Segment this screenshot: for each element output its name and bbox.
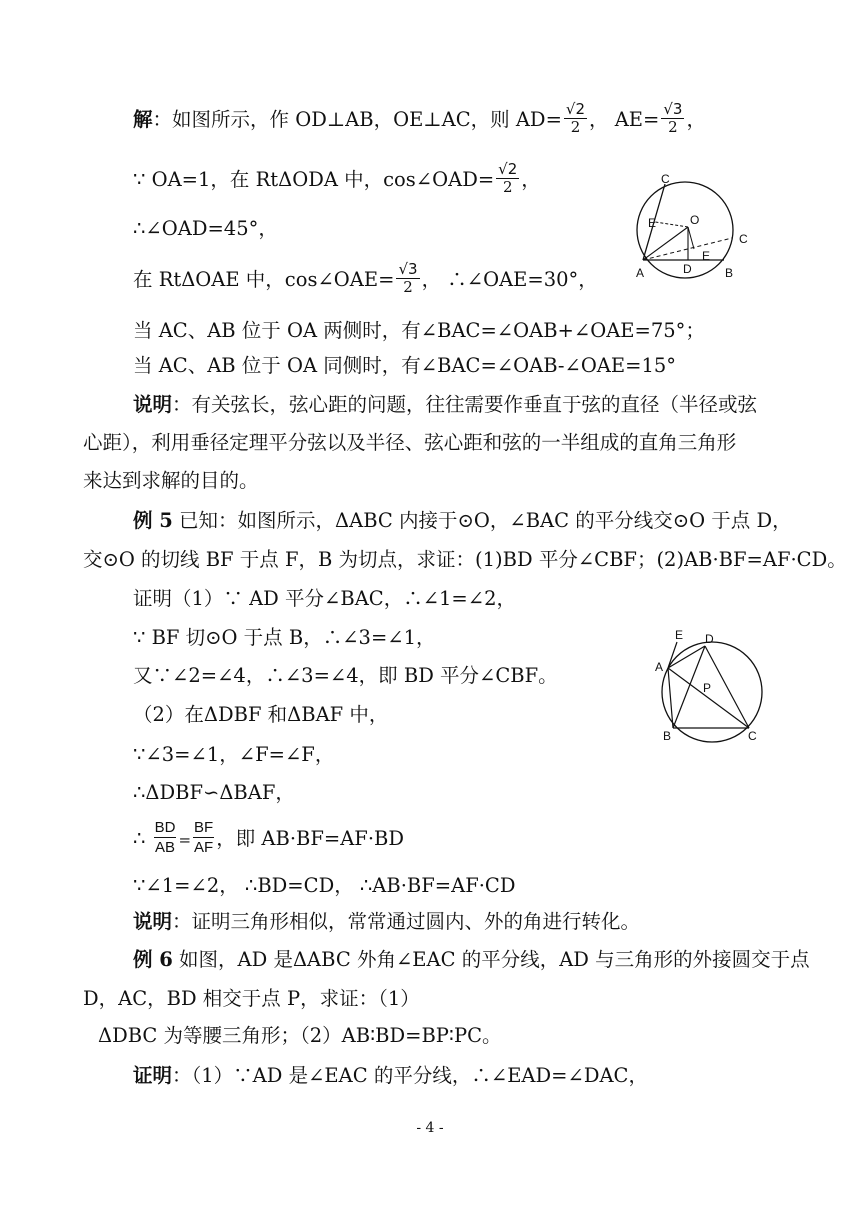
solution-text: ：如图所示，作 OD⊥AB，OE⊥AC，则 AD= <box>152 108 562 131</box>
label-e: E <box>675 628 684 642</box>
note-line-2: 心距），利用垂径定理平分弦以及半径、弦心距和弦的一半组成的直角三角形 <box>83 431 737 454</box>
example6-line-1: 例 6 如图，AD 是ΔABC 外角∠EAC 的平分线，AD 与三角形的外接圆交于点 <box>133 948 810 971</box>
note2-line: 说明：证明三角形相似，常常通过圆内、外的角进行转化。 <box>133 910 641 933</box>
label-d: D <box>705 632 714 646</box>
fraction-sqrt3-over-2: $\frac{√3}{2}$ <box>663 100 683 136</box>
segment-oe-upper <box>655 222 688 227</box>
geometry-figure-1 <box>632 172 762 284</box>
example5-label: 例 5 <box>133 509 173 532</box>
example6-line-3: ΔDBC 为等腰三角形；（2）AB∶BD=BP∶PC。 <box>98 1024 502 1047</box>
proof-line-5: ∵∠3=∠1，∠F=∠F， <box>133 743 335 766</box>
fraction-sqrt3-over-2: $\frac{√3}{2}$ <box>398 260 418 296</box>
proof-line-3: 又∵∠2=∠4，∴∠3=∠4，即 BD 平分∠CBF。 <box>133 664 558 687</box>
radius-oa <box>643 227 688 260</box>
solution-line-6: 当 AC、AB 位于 OA 同侧时，有∠BAC=∠OAB-∠OAE=15° <box>133 354 677 377</box>
proof-line-1: 证明（1）∵ AD 平分∠BAC，∴∠1=∠2， <box>133 587 517 610</box>
label-e-upper: E <box>648 216 657 230</box>
segment-dc <box>705 646 749 728</box>
label-b: B <box>663 729 672 743</box>
label-o: O <box>690 213 700 227</box>
fraction-sqrt2-over-2: $\frac{√2}{2}$ <box>498 160 518 196</box>
label-e-lower: E <box>702 249 711 263</box>
example5-line-1: 例 5 已知：如图所示，ΔABC 内接于⊙O，∠BAC 的平分线交⊙O 于点 D， <box>133 509 792 532</box>
label-a: A <box>636 266 645 280</box>
note-label: 说明 <box>133 393 173 416</box>
label-a: A <box>655 660 664 674</box>
fraction-bd-over-ab: $\frac{BD}{AB}$ <box>154 819 176 856</box>
example6-label: 例 6 <box>133 948 173 971</box>
solution-line-1: 解：如图所示，作 OD⊥AB，OE⊥AC，则 AD= $\frac{√2}{2}$ ， AE= $\frac{√3}{2}$ ， <box>133 100 706 136</box>
note-line-1: 说明：有关弦长，弦心距的问题，往往需要作垂直于弦的直径（半径或弦 <box>133 393 758 416</box>
fraction-sqrt2-over-2: $\frac{√2}{2}$ <box>565 100 586 136</box>
proof6-label: 证明 <box>133 1064 173 1087</box>
fraction-bf-over-af: $\frac{BF}{AF}$ <box>194 819 214 856</box>
label-c-top: C <box>661 172 670 186</box>
solution-line-5: 当 AC、AB 位于 OA 两侧时，有∠BAC=∠OAB+∠OAE=75°； <box>133 319 705 342</box>
segment-ac <box>668 668 749 728</box>
solution-line-4: 在 RtΔOAE 中，cos∠OAE= $\frac{√3}{2}$ ， ∴∠OAE=30°， <box>133 260 598 296</box>
label-d: D <box>683 262 692 276</box>
proof-line-2: ∵ BF 切⊙O 于点 B，∴∠3=∠1， <box>133 626 436 649</box>
solution-line-3: ∴∠OAD=45°， <box>133 217 278 240</box>
segment-bd <box>673 646 705 728</box>
segment-oe-lower <box>688 227 694 249</box>
solution-line-2: ∵ OA=1，在 RtΔODA 中，cos∠OAD= $\frac{√2}{2}$ ， <box>133 160 541 196</box>
label-c: C <box>748 729 757 743</box>
solution-label: 解 <box>133 108 153 131</box>
proof6-line-1: 证明：（1）∵AD 是∠EAC 的平分线，∴∠EAD=∠DAC， <box>133 1064 648 1087</box>
geometry-figure-2 <box>650 628 775 743</box>
proof-line-6: ∴ΔDBF∽ΔBAF， <box>133 781 295 804</box>
label-c-right: C <box>739 232 748 246</box>
proof-line-8: ∵∠1=∠2， ∴BD=CD， ∴AB·BF=AF·CD <box>133 874 516 897</box>
example6-line-2: D，AC，BD 相交于点 P，求证：（1） <box>83 987 420 1010</box>
proof-line-7: ∴ $\frac{BD}{AB}$ = $\frac{BF}{AF}$ ，即 AB·BF=AF·BD <box>133 819 405 856</box>
label-b: B <box>725 266 734 280</box>
page-number: - 4 - <box>416 1120 444 1136</box>
label-p: P <box>703 681 712 695</box>
proof-line-4: （2）在ΔDBF 和ΔBAF 中， <box>133 703 389 726</box>
note2-label: 说明 <box>133 910 173 933</box>
note-line-3: 来达到求解的目的。 <box>83 469 259 492</box>
example5-line-2: 交⊙O 的切线 BF 于点 F，B 为切点，求证：(1)BD 平分∠CBF；(2)AB·BF=AF·CD。 <box>83 548 847 571</box>
